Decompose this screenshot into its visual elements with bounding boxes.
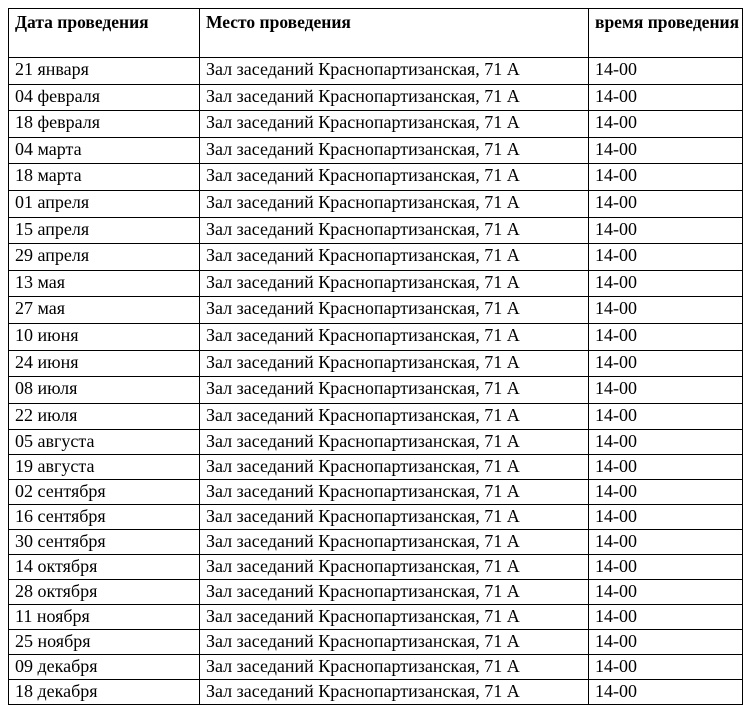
cell-place: Зал заседаний Краснопартизанская, 71 А xyxy=(200,190,589,217)
cell-place: Зал заседаний Краснопартизанская, 71 А xyxy=(200,377,589,404)
cell-time: 14-00 xyxy=(589,455,743,480)
table-row xyxy=(9,137,743,164)
cell-date: 30 сентября xyxy=(9,530,200,555)
table-row xyxy=(9,605,743,630)
cell-date: 18 февраля xyxy=(9,111,200,138)
cell-time: 14-00 xyxy=(589,270,743,297)
cell-date: 14 октября xyxy=(9,555,200,580)
cell-place: Зал заседаний Краснопартизанская, 71 А xyxy=(200,480,589,505)
table-row xyxy=(9,244,743,271)
cell-time: 14-00 xyxy=(589,244,743,271)
cell-date: 21 января xyxy=(9,58,200,85)
cell-place: Зал заседаний Краснопартизанская, 71 А xyxy=(200,655,589,680)
cell-time: 14-00 xyxy=(589,137,743,164)
cell-time: 14-00 xyxy=(589,630,743,655)
table-row xyxy=(9,323,743,350)
cell-place: Зал заседаний Краснопартизанская, 71 А xyxy=(200,84,589,111)
cell-time: 14-00 xyxy=(589,323,743,350)
header-row xyxy=(9,9,743,58)
cell-place: Зал заседаний Краснопартизанская, 71 А xyxy=(200,350,589,377)
cell-date: 10 июня xyxy=(9,323,200,350)
cell-time: 14-00 xyxy=(589,655,743,680)
cell-date: 04 марта xyxy=(9,137,200,164)
cell-date: 25 ноября xyxy=(9,630,200,655)
table-row xyxy=(9,217,743,244)
cell-place: Зал заседаний Краснопартизанская, 71 А xyxy=(200,270,589,297)
cell-place: Зал заседаний Краснопартизанская, 71 А xyxy=(200,403,589,430)
cell-time: 14-00 xyxy=(589,403,743,430)
cell-date: 29 апреля xyxy=(9,244,200,271)
cell-time: 14-00 xyxy=(589,297,743,324)
table-row xyxy=(9,164,743,191)
table-row xyxy=(9,403,743,430)
cell-time: 14-00 xyxy=(589,555,743,580)
cell-time: 14-00 xyxy=(589,111,743,138)
cell-place: Зал заседаний Краснопартизанская, 71 А xyxy=(200,244,589,271)
cell-date: 13 мая xyxy=(9,270,200,297)
cell-date: 09 декабря xyxy=(9,655,200,680)
cell-date: 04 февраля xyxy=(9,84,200,111)
cell-place: Зал заседаний Краснопартизанская, 71 А xyxy=(200,605,589,630)
table-row xyxy=(9,630,743,655)
cell-place: Зал заседаний Краснопартизанская, 71 А xyxy=(200,137,589,164)
cell-date: 24 июня xyxy=(9,350,200,377)
table-row xyxy=(9,530,743,555)
cell-place: Зал заседаний Краснопартизанская, 71 А xyxy=(200,580,589,605)
cell-date: 05 августа xyxy=(9,430,200,455)
cell-time: 14-00 xyxy=(589,605,743,630)
cell-time: 14-00 xyxy=(589,58,743,85)
cell-place: Зал заседаний Краснопартизанская, 71 А xyxy=(200,323,589,350)
table-row xyxy=(9,350,743,377)
cell-place: Зал заседаний Краснопартизанская, 71 А xyxy=(200,455,589,480)
cell-date: 11 ноября xyxy=(9,605,200,630)
cell-time: 14-00 xyxy=(589,430,743,455)
cell-place: Зал заседаний Краснопартизанская, 71 А xyxy=(200,530,589,555)
table-row xyxy=(9,84,743,111)
table-row xyxy=(9,297,743,324)
table-row xyxy=(9,680,743,705)
cell-time: 14-00 xyxy=(589,580,743,605)
cell-place: Зал заседаний Краснопартизанская, 71 А xyxy=(200,430,589,455)
table-row xyxy=(9,480,743,505)
cell-date: 27 мая xyxy=(9,297,200,324)
table-row xyxy=(9,505,743,530)
table-row xyxy=(9,555,743,580)
cell-place: Зал заседаний Краснопартизанская, 71 А xyxy=(200,297,589,324)
cell-date: 08 июля xyxy=(9,377,200,404)
cell-time: 14-00 xyxy=(589,84,743,111)
cell-time: 14-00 xyxy=(589,680,743,705)
cell-time: 14-00 xyxy=(589,190,743,217)
schedule-table xyxy=(8,8,743,705)
cell-place: Зал заседаний Краснопартизанская, 71 А xyxy=(200,217,589,244)
header-time: время проведения xyxy=(589,9,743,58)
cell-place: Зал заседаний Краснопартизанская, 71 А xyxy=(200,58,589,85)
table-row xyxy=(9,190,743,217)
cell-time: 14-00 xyxy=(589,480,743,505)
table-row xyxy=(9,111,743,138)
cell-date: 18 марта xyxy=(9,164,200,191)
cell-time: 14-00 xyxy=(589,350,743,377)
cell-place: Зал заседаний Краснопартизанская, 71 А xyxy=(200,164,589,191)
cell-time: 14-00 xyxy=(589,164,743,191)
table-row xyxy=(9,377,743,404)
cell-place: Зал заседаний Краснопартизанская, 71 А xyxy=(200,505,589,530)
table-row xyxy=(9,270,743,297)
cell-time: 14-00 xyxy=(589,505,743,530)
header-date: Дата проведения xyxy=(9,9,200,58)
cell-date: 01 апреля xyxy=(9,190,200,217)
table-row xyxy=(9,655,743,680)
cell-place: Зал заседаний Краснопартизанская, 71 А xyxy=(200,555,589,580)
cell-time: 14-00 xyxy=(589,217,743,244)
table-row xyxy=(9,58,743,85)
cell-place: Зал заседаний Краснопартизанская, 71 А xyxy=(200,630,589,655)
cell-date: 19 августа xyxy=(9,455,200,480)
cell-date: 28 октября xyxy=(9,580,200,605)
header-place: Место проведения xyxy=(200,9,589,58)
cell-date: 16 сентября xyxy=(9,505,200,530)
table-body xyxy=(9,58,743,705)
cell-time: 14-00 xyxy=(589,530,743,555)
cell-time: 14-00 xyxy=(589,377,743,404)
table-row xyxy=(9,455,743,480)
table-row xyxy=(9,580,743,605)
cell-date: 18 декабря xyxy=(9,680,200,705)
table-row xyxy=(9,430,743,455)
cell-place: Зал заседаний Краснопартизанская, 71 А xyxy=(200,111,589,138)
cell-place: Зал заседаний Краснопартизанская, 71 А xyxy=(200,680,589,705)
cell-date: 22 июля xyxy=(9,403,200,430)
cell-date: 15 апреля xyxy=(9,217,200,244)
cell-date: 02 сентября xyxy=(9,480,200,505)
